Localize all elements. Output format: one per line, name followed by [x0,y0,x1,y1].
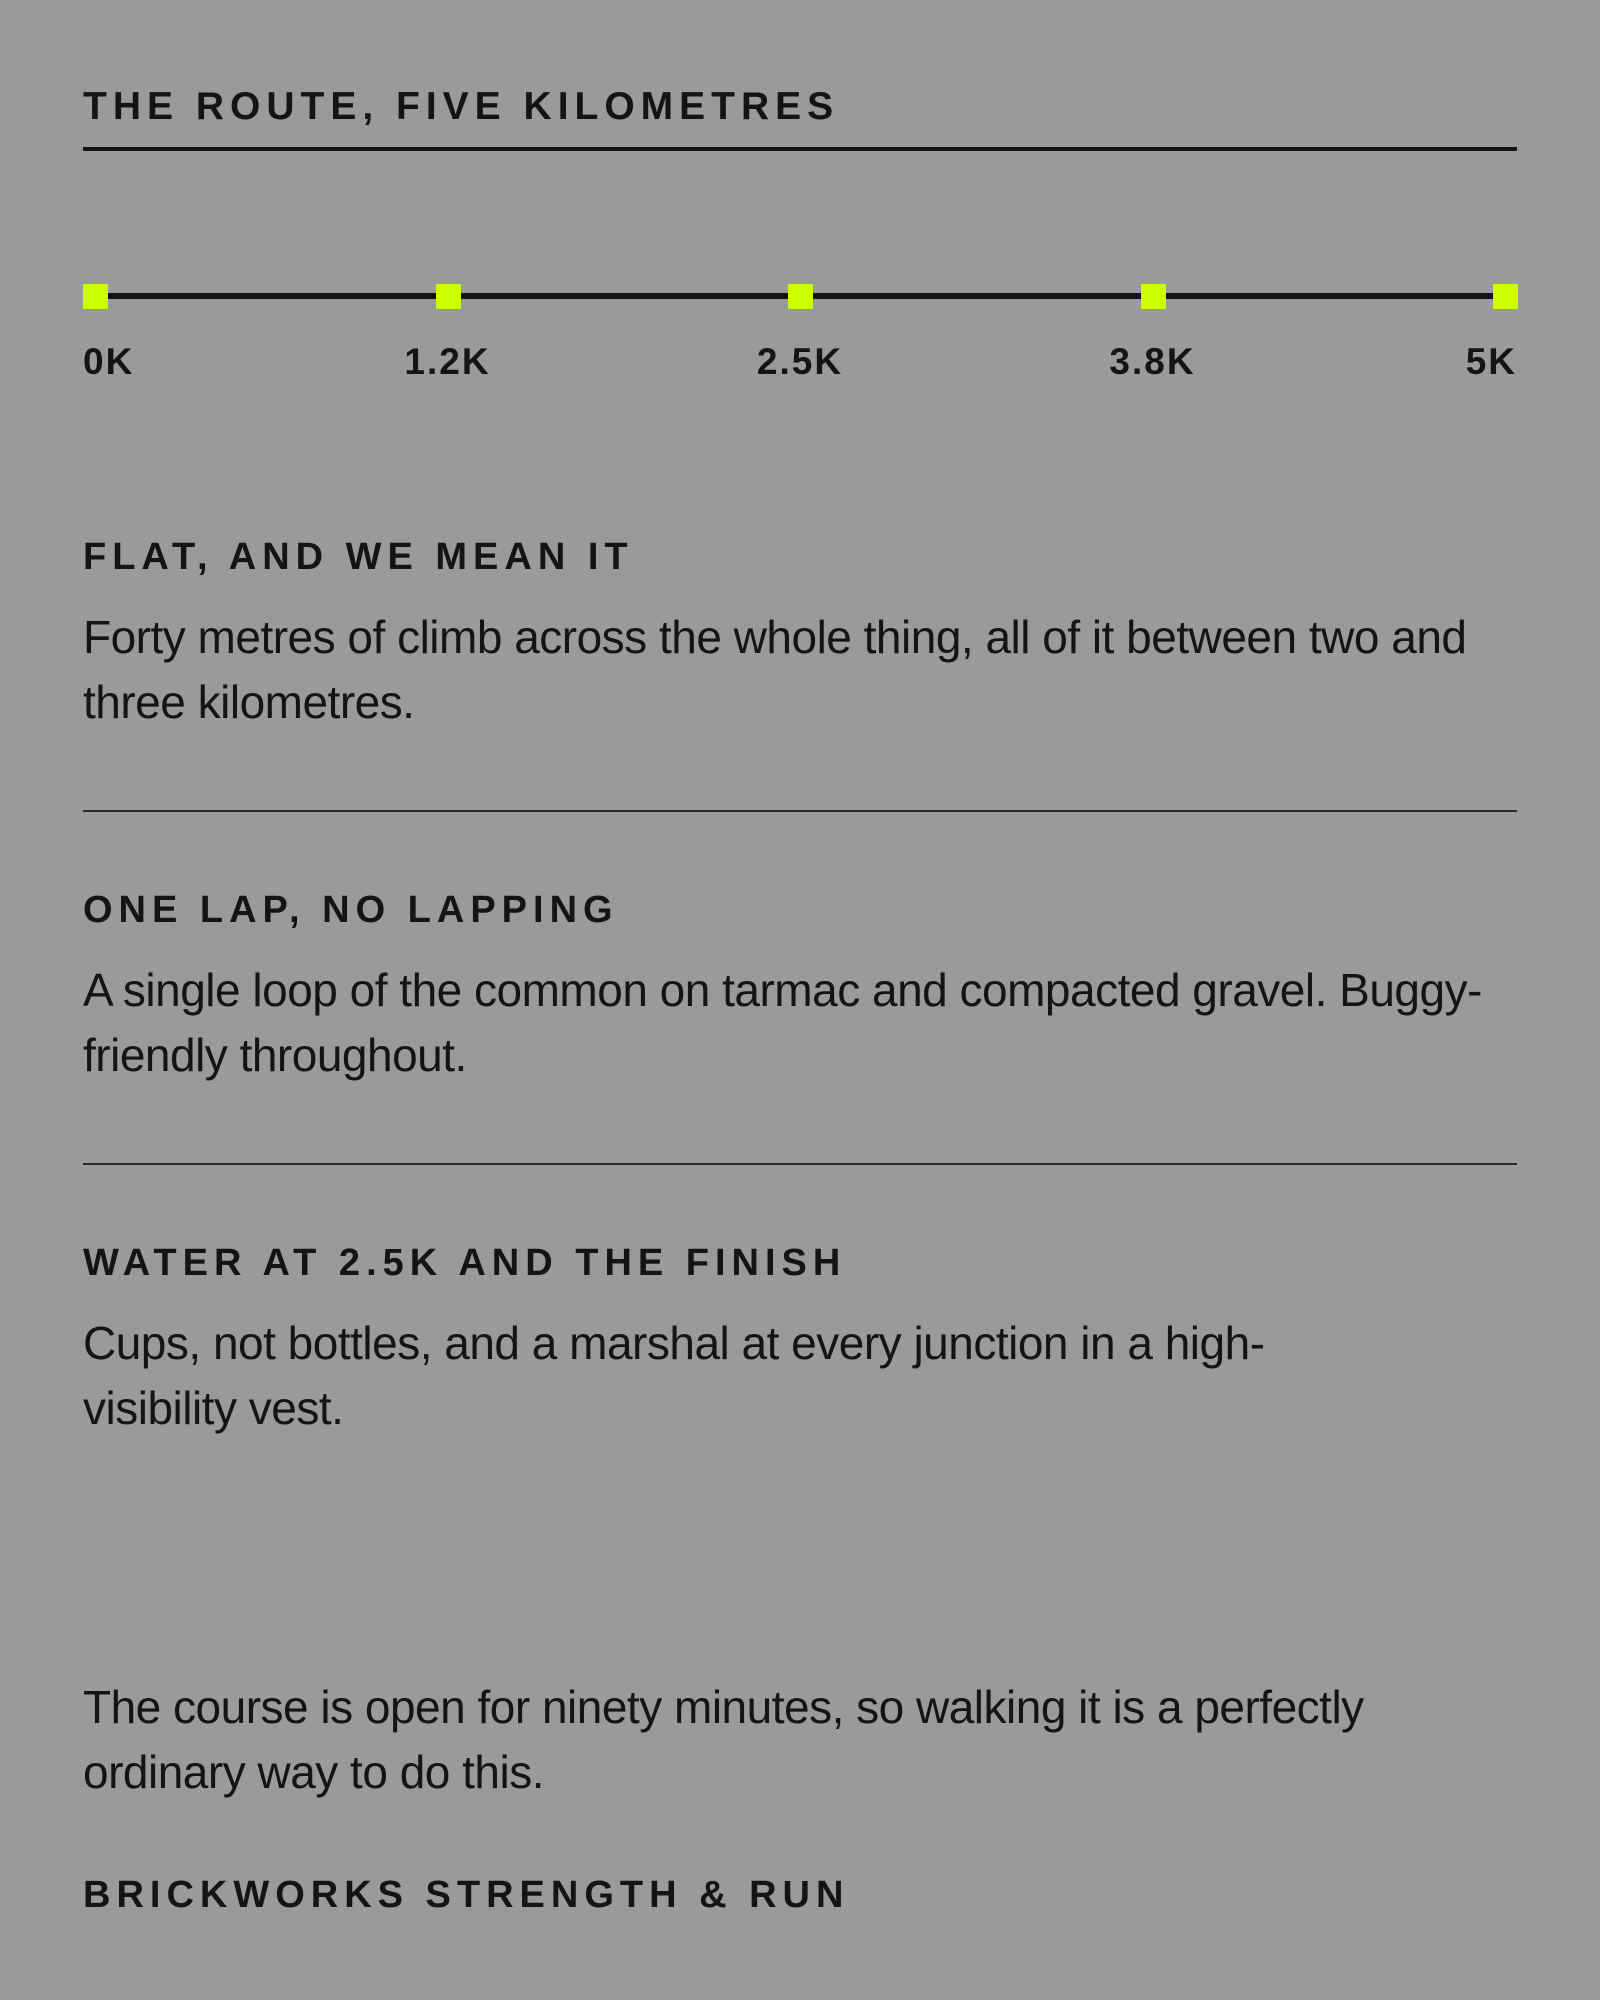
closing-note: The course is open for ninety minutes, so walking it is a perfectly ordinary way to do this. [83,1681,1364,1798]
section-body: Forty metres of climb across the whole thing, all of it between two and three kilometres. [83,611,1467,728]
section-water [83,1241,1517,1441]
section-heading: ONE LAP, NO LAPPING [83,889,619,931]
route-marker [1141,284,1166,309]
route-page [83,0,1517,2000]
route-marker [83,284,108,309]
route-marker [788,284,813,309]
section-heading: WATER AT 2.5K AND THE FINISH [83,1242,847,1284]
section-flat [83,535,1517,735]
page-title: THE ROUTE, FIVE KILOMETRES [83,85,840,128]
title-rule [83,147,1517,151]
route-marker-label: 0K [83,341,135,382]
route-timeline [83,280,1517,390]
section-divider [83,1163,1517,1165]
route-marker-label: 2.5K [756,341,844,382]
route-marker-label: 1.2K [404,341,491,382]
section-one-lap [83,888,1517,1088]
section-divider [83,810,1517,812]
route-marker [1493,284,1518,309]
section-heading: FLAT, AND WE MEAN IT [83,536,634,578]
route-marker-label: 3.8K [1109,341,1196,382]
route-marker [436,284,461,309]
route-marker-label: 5K [1465,341,1517,382]
section-body: Cups, not bottles, and a marshal at every junction in a high-visibility vest. [83,1317,1265,1434]
footer-brand: BRICKWORKS STRENGTH & RUN [83,1874,850,1916]
section-body: A single loop of the common on tarmac and compacted gravel. Buggy-friendly throughout. [83,964,1482,1081]
